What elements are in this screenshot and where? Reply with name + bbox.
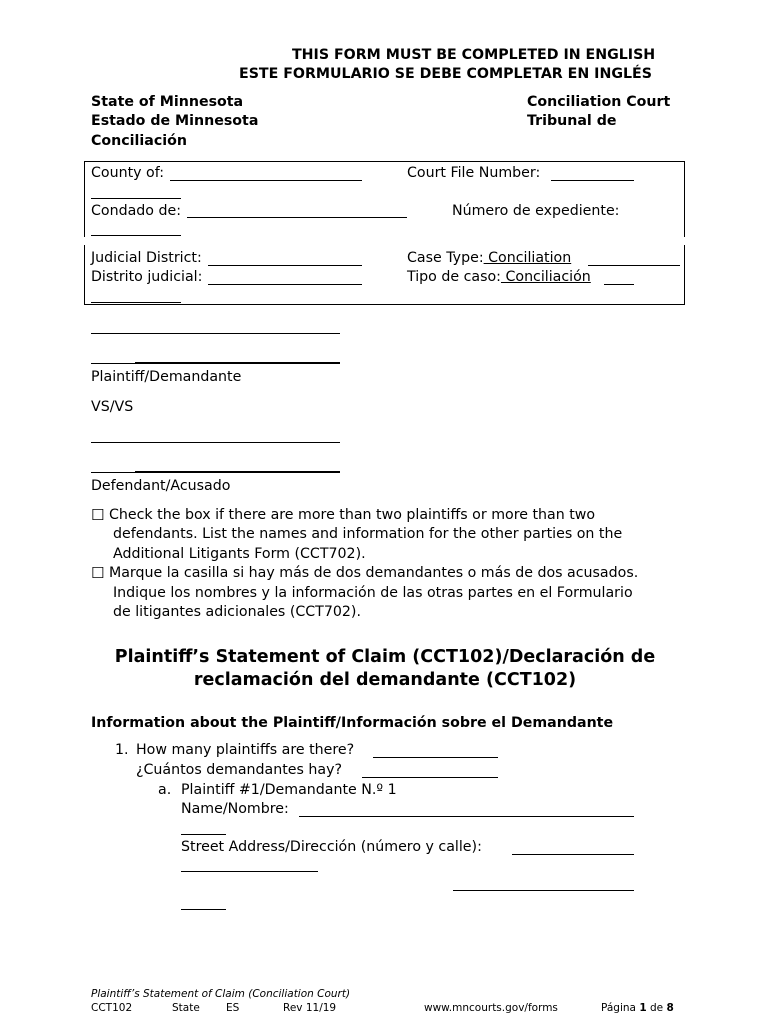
street-address-field-continued[interactable] [181, 871, 318, 872]
plaintiff-count-input[interactable] [373, 757, 498, 758]
footer-page-num: 1 [639, 1002, 647, 1014]
plaintiff-name-input-2a[interactable] [91, 363, 135, 364]
street-address-field-2[interactable] [453, 890, 634, 891]
plaintiff-name-field-continued[interactable] [181, 834, 226, 835]
checkbox-additional-parties-en[interactable]: ☐ [91, 506, 105, 524]
conciliacion-label: Conciliación [91, 133, 187, 149]
plaintiff-name-input-2b[interactable] [135, 362, 340, 364]
checkbox-en-text-2: defendants. List the names and information for the other parties on the [113, 526, 623, 542]
defendant-name-input[interactable] [91, 442, 340, 443]
street-address-field[interactable] [512, 854, 634, 855]
footer-website[interactable]: www.mncourts.gov/forms [424, 1002, 558, 1014]
caption-box-top [84, 161, 685, 162]
name-label: Name/Nombre: [181, 801, 289, 817]
tipo-caso-underline [604, 284, 634, 285]
case-type-label [407, 249, 571, 268]
case-type-value[interactable]: Conciliation [483, 250, 572, 266]
caption-box-left-upper [84, 161, 85, 237]
defendant-label: Defendant/Acusado [91, 478, 231, 494]
checkbox-es-text-3: de litigantes adicionales (CCT702). [113, 604, 361, 620]
street-address-label: Street Address/Dirección (número y calle): [181, 839, 482, 855]
qa-letter: a. [158, 782, 172, 798]
footer-rev: Rev 11/19 [283, 1002, 337, 1014]
county-input[interactable] [170, 180, 362, 181]
street-address-field-3[interactable] [181, 909, 226, 910]
q1-label-es: ¿Cuántos demandantes hay? [136, 762, 342, 778]
form-title-line-2: reclamación del demandante (CCT102) [193, 670, 577, 690]
judicial-district-label: Judicial District: [91, 250, 202, 266]
state-label-en: State of Minnesota [91, 94, 244, 110]
footer-lang: ES [226, 1002, 240, 1014]
distrito-judicial-input[interactable] [208, 284, 362, 285]
footer-page-indicator [601, 1002, 674, 1015]
q1-number: 1. [115, 742, 129, 758]
condado-input[interactable] [187, 217, 407, 218]
footer-page-prefix: Página [601, 1002, 640, 1014]
plaintiff-name-input[interactable] [91, 333, 340, 334]
distrito-input-continued[interactable] [91, 302, 181, 303]
checkbox-additional-parties-es[interactable]: ☐ [91, 564, 105, 582]
caption-box-right-lower [684, 245, 685, 305]
court-label-en: Conciliation Court [527, 94, 671, 110]
checkbox-en-text-3: Additional Litigants Form (CCT702). [113, 546, 366, 562]
q1-label-en: How many plaintiffs are there? [136, 742, 355, 758]
spanish-required-notice: ESTE FORMULARIO SE DEBE COMPLETAR EN INGLÉS [239, 66, 652, 82]
court-label-es: Tribunal de [527, 113, 617, 129]
footer-form-title: Plaintiff’s Statement of Claim (Conciliation Court) [91, 988, 351, 1000]
caption-box-right-upper [684, 161, 685, 237]
court-file-number-label: Court File Number: [407, 165, 541, 181]
checkbox-es-text-2: Indique los nombres y la información de las otras partes en el Formulario [113, 585, 633, 601]
checkbox-en-text-1: Check the box if there are more than two plaintiffs or more than two [109, 507, 596, 523]
condado-label: Condado de: [91, 203, 181, 219]
case-type-underline [588, 265, 680, 266]
footer-page-of: de [646, 1002, 667, 1014]
footer-state: State [172, 1002, 200, 1014]
demandantes-count-input[interactable] [362, 777, 498, 778]
caption-box-left-lower [84, 245, 85, 305]
vs-label: VS/VS [91, 399, 134, 415]
tipo-caso-label-text: Tipo de caso: [407, 269, 501, 285]
judicial-district-input[interactable] [208, 265, 362, 266]
condado-input-continued[interactable] [91, 235, 181, 236]
state-label-es: Estado de Minnesota [91, 113, 259, 129]
tipo-caso-label [407, 268, 591, 287]
plaintiff-1-label: Plaintiff #1/Demandante N.º 1 [181, 782, 397, 798]
footer-page-total: 8 [666, 1002, 674, 1014]
footer-form-code: CCT102 [91, 1002, 133, 1014]
defendant-name-input-2b[interactable] [135, 471, 340, 473]
form-title-line-1: Plaintiff’s Statement of Claim (CCT102)/Declaración de [114, 647, 656, 667]
case-type-label-text: Case Type: [407, 250, 484, 266]
english-required-notice: THIS FORM MUST BE COMPLETED IN ENGLISH [292, 47, 656, 63]
caption-box-bottom [84, 304, 685, 305]
defendant-name-input-2a[interactable] [91, 472, 135, 473]
court-file-number-input[interactable] [551, 180, 634, 181]
expediente-label: Número de expediente: [452, 203, 620, 219]
county-input-continued[interactable] [91, 198, 181, 199]
tipo-caso-value[interactable]: Conciliación [500, 269, 591, 285]
county-label: County of: [91, 165, 164, 181]
plaintiff-info-heading: Information about the Plaintiff/Información sobre el Demandante [91, 715, 614, 731]
plaintiff-name-field[interactable] [299, 816, 634, 817]
distrito-judicial-label: Distrito judicial: [91, 269, 203, 285]
checkbox-es-text-1: Marque la casilla si hay más de dos demandantes o más de dos acusados. [109, 565, 639, 581]
plaintiff-label: Plaintiff/Demandante [91, 369, 242, 385]
